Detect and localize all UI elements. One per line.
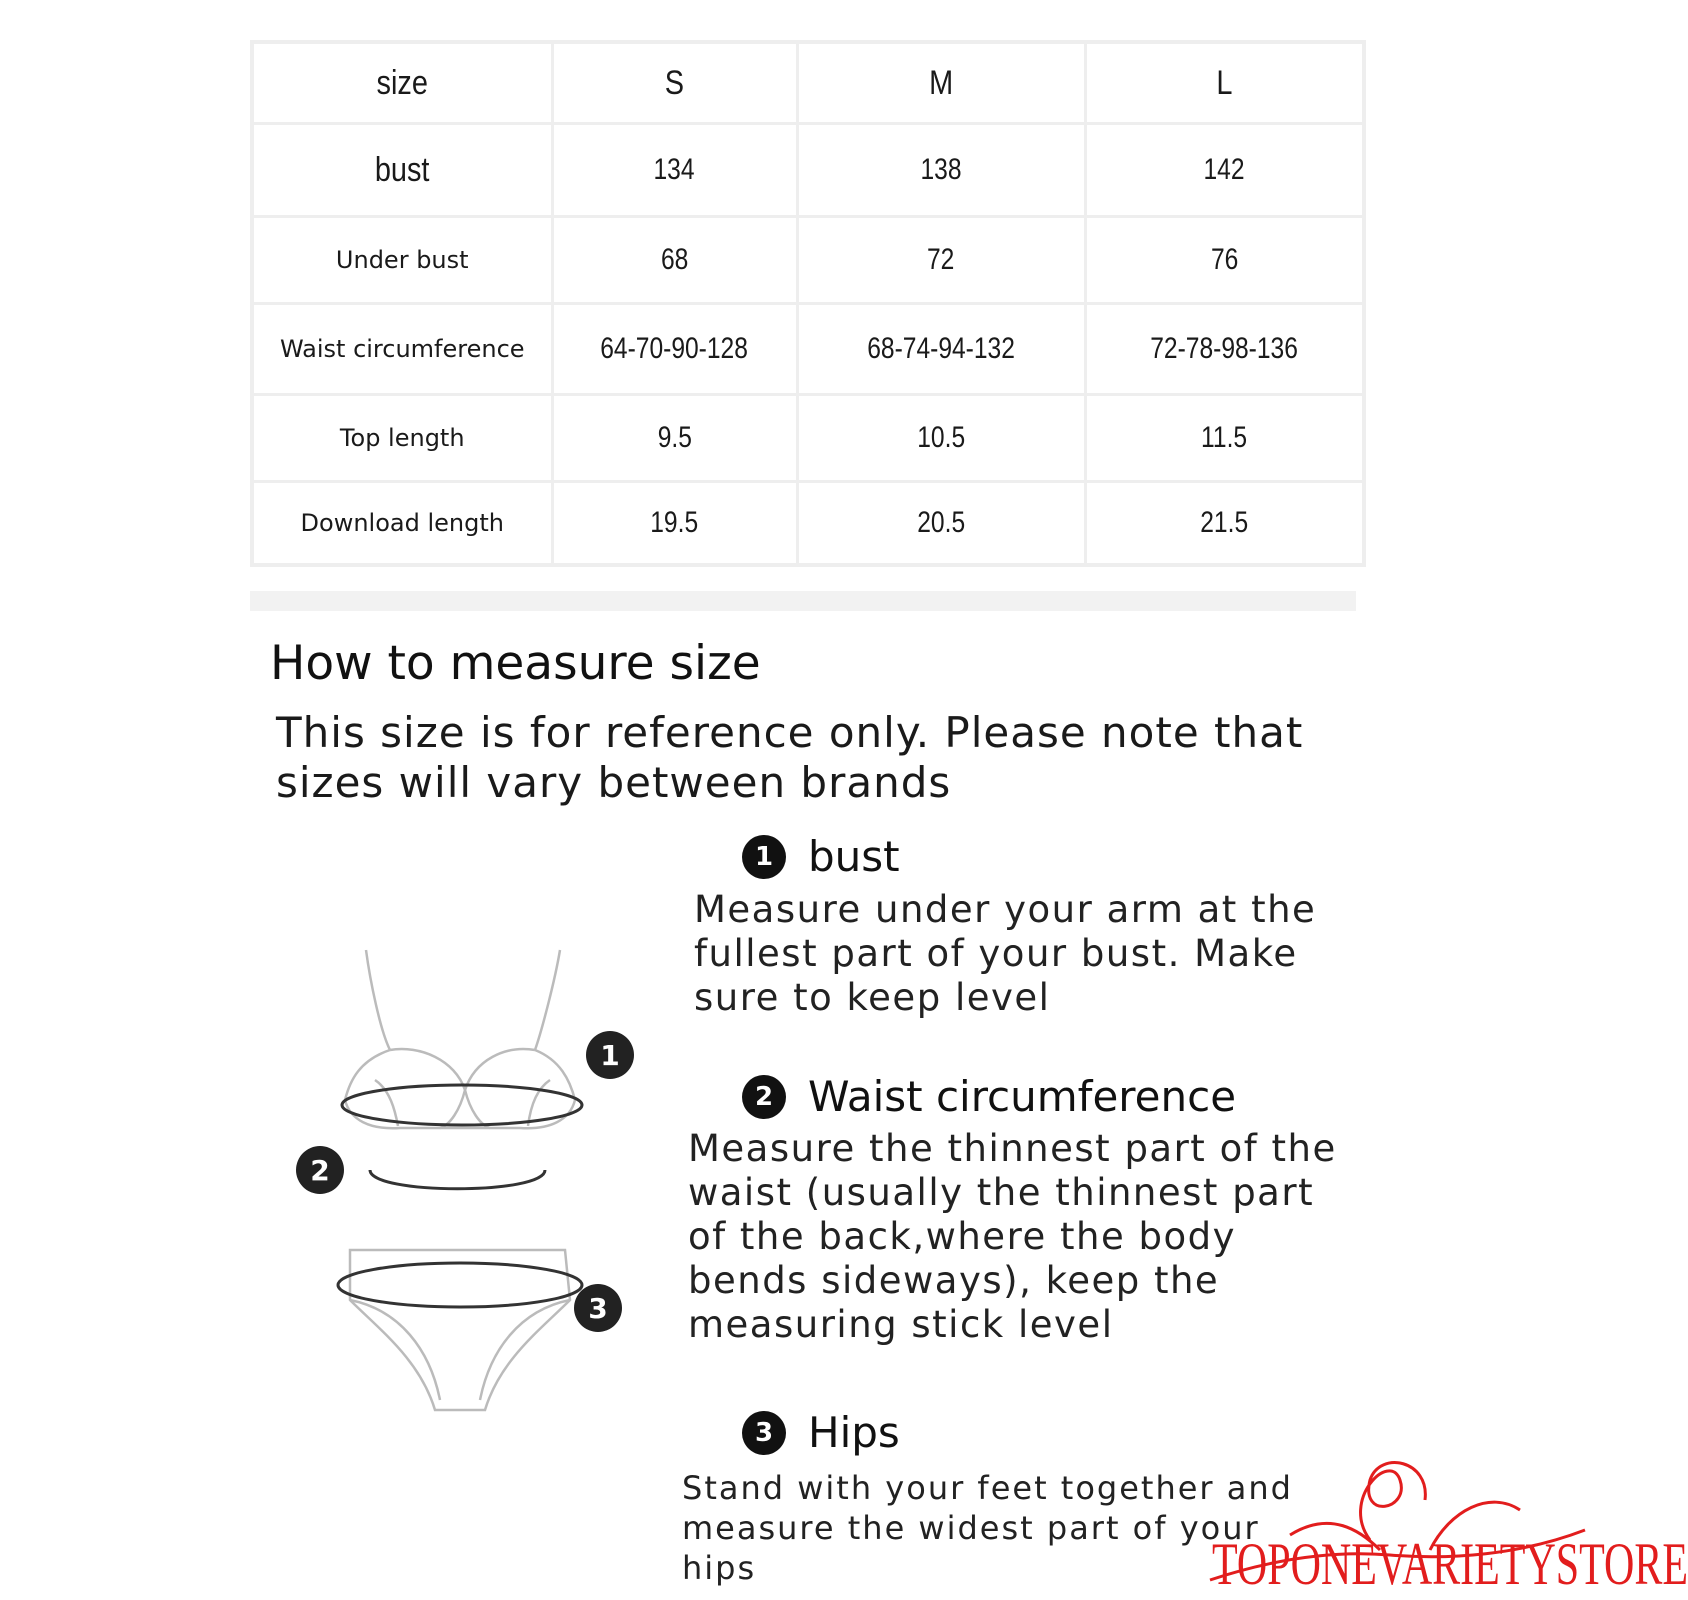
table-cell: 68-74-94-132 — [797, 304, 1085, 395]
table-cell: 21.5 — [1085, 482, 1364, 566]
table-row — [252, 124, 1364, 217]
step-number-1-badge: 1 — [742, 835, 786, 879]
guide-note: This size is for reference only. Please note that sizes will vary between brands — [276, 708, 1304, 807]
step-2-heading — [742, 1072, 1236, 1121]
marker-1 — [586, 1031, 634, 1079]
table-cell: 11.5 — [1085, 395, 1364, 482]
table-cell: 64-70-90-128 — [552, 304, 797, 395]
table-cell: 19.5 — [552, 482, 797, 566]
header-size-s: S — [552, 42, 797, 124]
row-label-under-bust: Under bust — [252, 217, 552, 304]
step-1-heading — [742, 832, 900, 881]
row-label-waist: Waist circumference — [252, 304, 552, 395]
step-3-description: Stand with your feet together and measure the widest part of your hips — [682, 1469, 1293, 1587]
bikini-measurement-illustration — [280, 920, 640, 1430]
row-label-bust: bust — [252, 124, 552, 217]
header-size-l: L — [1085, 42, 1364, 124]
row-label-top-length: Top length — [252, 395, 552, 482]
table-cell: 142 — [1085, 124, 1364, 217]
table-cell: 9.5 — [552, 395, 797, 482]
step-1-description: Measure under your arm at the fullest part of your bust. Make sure to keep level — [694, 888, 1317, 1019]
table-cell: 76 — [1085, 217, 1364, 304]
step-2-description: Measure the thinnest part of the waist (usually the thinnest part of the back,where the body bends sideways), keep the measuring stick level — [688, 1127, 1337, 1346]
waist-tape — [370, 1170, 545, 1189]
step-3-heading — [742, 1408, 900, 1457]
svg-text:2: 2 — [310, 1154, 330, 1187]
table-row — [252, 395, 1364, 482]
table-cell: 138 — [797, 124, 1085, 217]
size-chart-table — [250, 40, 1366, 567]
hips-tape — [338, 1263, 582, 1307]
table-cell: 20.5 — [797, 482, 1085, 566]
table-row — [252, 217, 1364, 304]
table-cell: 72 — [797, 217, 1085, 304]
table-cell: 10.5 — [797, 395, 1085, 482]
step-2-title: Waist circumference — [808, 1072, 1237, 1121]
header-size-m: M — [797, 42, 1085, 124]
marker-3 — [574, 1284, 622, 1332]
table-cell: 134 — [552, 124, 797, 217]
guide-title: How to measure size — [270, 636, 761, 691]
table-cell: 68 — [552, 217, 797, 304]
step-3-title: Hips — [808, 1408, 900, 1457]
bust-tape — [342, 1085, 582, 1125]
step-number-3-badge: 3 — [742, 1411, 786, 1455]
step-number-2-badge: 2 — [742, 1075, 786, 1119]
table-header-row — [252, 42, 1364, 124]
step-1-title: bust — [808, 832, 900, 881]
table-row — [252, 304, 1364, 395]
header-size-label: size — [252, 42, 552, 124]
svg-text:1: 1 — [600, 1039, 620, 1072]
svg-text:3: 3 — [588, 1292, 608, 1325]
watermark-text: TOPONEVARIETYSTORE — [1212, 1531, 1688, 1597]
table-divider-bar — [250, 591, 1356, 611]
row-label-download-length: Download length — [252, 482, 552, 566]
measuring-tape-lines — [338, 1085, 582, 1307]
table-row — [252, 482, 1364, 566]
marker-2 — [296, 1146, 344, 1194]
table-cell: 72-78-98-136 — [1085, 304, 1364, 395]
